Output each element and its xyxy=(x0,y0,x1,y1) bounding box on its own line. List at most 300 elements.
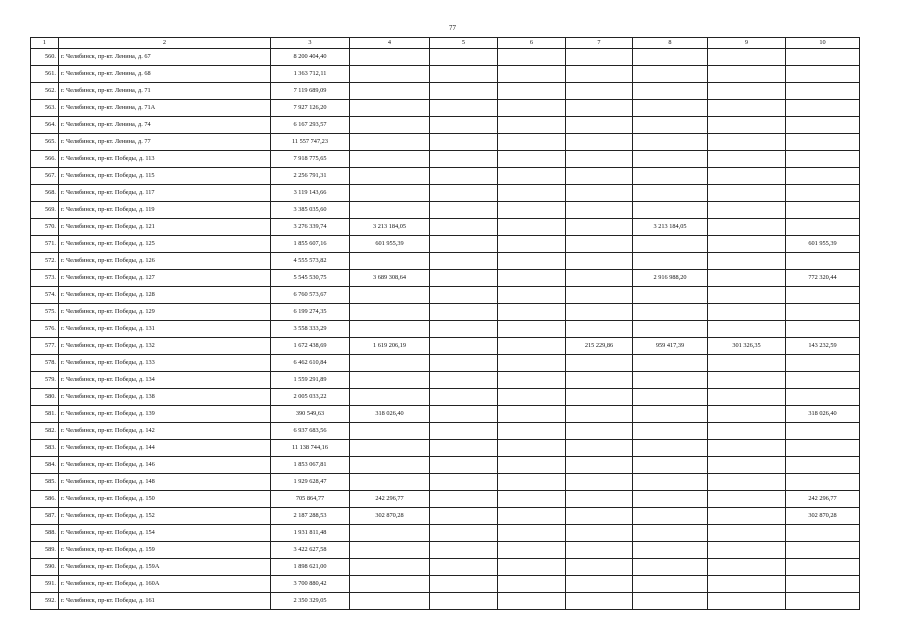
col-8-value-cell xyxy=(633,287,708,304)
col-4-value-cell xyxy=(350,117,430,134)
col-3-value-cell: 2 005 033,22 xyxy=(271,389,350,406)
col-3-value-cell: 1 855 607,16 xyxy=(271,236,350,253)
col-4-value-cell: 242 296,77 xyxy=(350,491,430,508)
row-number-cell: 573. xyxy=(31,270,59,287)
address-cell: г. Челябинск, пр-кт. Победы, д. 154 xyxy=(59,525,271,542)
col-10-value-cell: 601 955,39 xyxy=(786,236,860,253)
col-4-value-cell xyxy=(350,151,430,168)
col-7-value-cell xyxy=(566,49,633,66)
col-7-value-cell: 215 229,86 xyxy=(566,338,633,355)
col-8-value-cell: 2 916 988,20 xyxy=(633,270,708,287)
row-number-cell: 585. xyxy=(31,474,59,491)
col-8-value-cell xyxy=(633,236,708,253)
address-cell: г. Челябинск, пр-кт. Победы, д. 142 xyxy=(59,423,271,440)
col-6-value-cell xyxy=(498,321,566,338)
col-10-value-cell xyxy=(786,100,860,117)
col-8-value-cell xyxy=(633,593,708,610)
table-row xyxy=(31,457,860,474)
col-4-value-cell xyxy=(350,321,430,338)
address-cell: г. Челябинск, пр-кт. Победы, д. 148 xyxy=(59,474,271,491)
col-9-value-cell xyxy=(708,304,786,321)
col-10-value-cell xyxy=(786,440,860,457)
col-9-value-cell xyxy=(708,593,786,610)
col-9-value-cell xyxy=(708,134,786,151)
col-5-value-cell xyxy=(430,287,498,304)
address-cell: г. Челябинск, пр-кт. Победы, д. 113 xyxy=(59,151,271,168)
col-3-value-cell: 2 350 329,05 xyxy=(271,593,350,610)
col-7-value-cell xyxy=(566,576,633,593)
col-4-value-cell xyxy=(350,525,430,542)
col-10-value-cell: 143 232,59 xyxy=(786,338,860,355)
col-9-value-cell: 301 326,35 xyxy=(708,338,786,355)
col-8-value-cell xyxy=(633,117,708,134)
col-9-value-cell xyxy=(708,355,786,372)
col-10-value-cell xyxy=(786,49,860,66)
row-number-cell: 564. xyxy=(31,117,59,134)
table-row xyxy=(31,423,860,440)
col-3-value-cell: 1 929 628,47 xyxy=(271,474,350,491)
col-3-value-cell: 7 119 689,09 xyxy=(271,83,350,100)
col-9-value-cell xyxy=(708,474,786,491)
col-9-value-cell xyxy=(708,559,786,576)
col-10-value-cell: 318 026,40 xyxy=(786,406,860,423)
col-8-value-cell xyxy=(633,83,708,100)
table-row xyxy=(31,287,860,304)
row-number-cell: 570. xyxy=(31,219,59,236)
col-8-value-cell xyxy=(633,457,708,474)
address-cell: г. Челябинск, пр-кт. Победы, д. 159А xyxy=(59,559,271,576)
col-10-value-cell xyxy=(786,151,860,168)
col-5-value-cell xyxy=(430,372,498,389)
col-7-value-cell xyxy=(566,457,633,474)
col-10-value-cell: 302 870,28 xyxy=(786,508,860,525)
col-9-value-cell xyxy=(708,185,786,202)
row-number-cell: 579. xyxy=(31,372,59,389)
col-10-value-cell xyxy=(786,253,860,270)
col-6-value-cell xyxy=(498,389,566,406)
col-6-value-cell xyxy=(498,134,566,151)
col-9-value-cell xyxy=(708,66,786,83)
col-8-value-cell xyxy=(633,100,708,117)
row-number-cell: 577. xyxy=(31,338,59,355)
table-row xyxy=(31,406,860,423)
col-9-value-cell xyxy=(708,219,786,236)
row-number-cell: 582. xyxy=(31,423,59,440)
col-7-value-cell xyxy=(566,236,633,253)
col-4-value-cell xyxy=(350,423,430,440)
col-10-value-cell: 242 296,77 xyxy=(786,491,860,508)
col-4-value-cell xyxy=(350,593,430,610)
col-8-value-cell xyxy=(633,66,708,83)
table-row xyxy=(31,355,860,372)
col-6-value-cell xyxy=(498,338,566,355)
col-5-value-cell xyxy=(430,440,498,457)
table-row xyxy=(31,440,860,457)
address-cell: г. Челябинск, пр-кт. Ленина, д. 67 xyxy=(59,49,271,66)
col-6-value-cell xyxy=(498,372,566,389)
col-8-value-cell: 959 417,39 xyxy=(633,338,708,355)
table-row xyxy=(31,389,860,406)
row-number-cell: 565. xyxy=(31,134,59,151)
col-5-value-cell xyxy=(430,100,498,117)
col-6-value-cell xyxy=(498,49,566,66)
row-number-cell: 578. xyxy=(31,355,59,372)
address-cell: г. Челябинск, пр-кт. Победы, д. 131 xyxy=(59,321,271,338)
col-6-value-cell xyxy=(498,219,566,236)
col-4-value-cell xyxy=(350,185,430,202)
col-4-value-cell xyxy=(350,542,430,559)
col-10-value-cell xyxy=(786,423,860,440)
column-header-10: 10 xyxy=(786,38,860,49)
col-6-value-cell xyxy=(498,440,566,457)
col-4-value-cell xyxy=(350,576,430,593)
col-5-value-cell xyxy=(430,304,498,321)
col-8-value-cell xyxy=(633,49,708,66)
col-7-value-cell xyxy=(566,593,633,610)
row-number-cell: 588. xyxy=(31,525,59,542)
row-number-cell: 592. xyxy=(31,593,59,610)
col-9-value-cell xyxy=(708,372,786,389)
col-6-value-cell xyxy=(498,576,566,593)
col-7-value-cell xyxy=(566,117,633,134)
col-4-value-cell: 1 619 206,19 xyxy=(350,338,430,355)
col-9-value-cell xyxy=(708,406,786,423)
table-row xyxy=(31,559,860,576)
col-9-value-cell xyxy=(708,117,786,134)
col-3-value-cell: 4 555 573,82 xyxy=(271,253,350,270)
col-4-value-cell xyxy=(350,253,430,270)
col-7-value-cell xyxy=(566,202,633,219)
col-6-value-cell xyxy=(498,270,566,287)
row-number-cell: 568. xyxy=(31,185,59,202)
row-number-cell: 591. xyxy=(31,576,59,593)
address-cell: г. Челябинск, пр-кт. Победы, д. 128 xyxy=(59,287,271,304)
col-3-value-cell: 1 853 067,81 xyxy=(271,457,350,474)
col-3-value-cell: 6 167 293,57 xyxy=(271,117,350,134)
col-10-value-cell xyxy=(786,559,860,576)
col-9-value-cell xyxy=(708,321,786,338)
table-row xyxy=(31,474,860,491)
col-5-value-cell xyxy=(430,457,498,474)
col-9-value-cell xyxy=(708,253,786,270)
col-5-value-cell xyxy=(430,525,498,542)
col-6-value-cell xyxy=(498,406,566,423)
col-8-value-cell xyxy=(633,491,708,508)
col-9-value-cell xyxy=(708,576,786,593)
col-8-value-cell xyxy=(633,525,708,542)
table-row xyxy=(31,151,860,168)
col-8-value-cell xyxy=(633,321,708,338)
col-8-value-cell xyxy=(633,304,708,321)
col-8-value-cell xyxy=(633,542,708,559)
col-3-value-cell: 6 462 610,84 xyxy=(271,355,350,372)
address-cell: г. Челябинск, пр-кт. Ленина, д. 77 xyxy=(59,134,271,151)
col-8-value-cell xyxy=(633,168,708,185)
col-5-value-cell xyxy=(430,423,498,440)
col-3-value-cell: 705 864,77 xyxy=(271,491,350,508)
col-4-value-cell: 601 955,39 xyxy=(350,236,430,253)
col-4-value-cell xyxy=(350,372,430,389)
col-6-value-cell xyxy=(498,236,566,253)
address-cell: г. Челябинск, пр-кт. Победы, д. 119 xyxy=(59,202,271,219)
col-5-value-cell xyxy=(430,270,498,287)
col-5-value-cell xyxy=(430,355,498,372)
table-row xyxy=(31,576,860,593)
col-3-value-cell: 8 200 404,40 xyxy=(271,49,350,66)
col-4-value-cell xyxy=(350,474,430,491)
col-9-value-cell xyxy=(708,542,786,559)
col-9-value-cell xyxy=(708,270,786,287)
col-10-value-cell xyxy=(786,168,860,185)
col-4-value-cell xyxy=(350,202,430,219)
col-3-value-cell: 1 672 438,69 xyxy=(271,338,350,355)
col-8-value-cell xyxy=(633,372,708,389)
col-6-value-cell xyxy=(498,202,566,219)
col-9-value-cell xyxy=(708,491,786,508)
column-header-3: 3 xyxy=(271,38,350,49)
col-4-value-cell xyxy=(350,287,430,304)
col-8-value-cell xyxy=(633,389,708,406)
table-row xyxy=(31,236,860,253)
row-number-cell: 562. xyxy=(31,83,59,100)
col-3-value-cell: 1 363 712,11 xyxy=(271,66,350,83)
col-6-value-cell xyxy=(498,525,566,542)
col-8-value-cell xyxy=(633,406,708,423)
col-5-value-cell xyxy=(430,406,498,423)
col-6-value-cell xyxy=(498,253,566,270)
col-9-value-cell xyxy=(708,168,786,185)
col-8-value-cell xyxy=(633,508,708,525)
row-number-cell: 575. xyxy=(31,304,59,321)
address-cell: г. Челябинск, пр-кт. Победы, д. 152 xyxy=(59,508,271,525)
col-5-value-cell xyxy=(430,66,498,83)
col-7-value-cell xyxy=(566,355,633,372)
address-cell: г. Челябинск, пр-кт. Победы, д. 150 xyxy=(59,491,271,508)
col-7-value-cell xyxy=(566,508,633,525)
column-header-6: 6 xyxy=(498,38,566,49)
col-9-value-cell xyxy=(708,236,786,253)
col-4-value-cell xyxy=(350,49,430,66)
col-7-value-cell xyxy=(566,100,633,117)
col-7-value-cell xyxy=(566,151,633,168)
col-7-value-cell xyxy=(566,83,633,100)
col-7-value-cell xyxy=(566,474,633,491)
address-cell: г. Челябинск, пр-кт. Ленина, д. 68 xyxy=(59,66,271,83)
col-5-value-cell xyxy=(430,474,498,491)
row-number-cell: 574. xyxy=(31,287,59,304)
table-row xyxy=(31,49,860,66)
col-7-value-cell xyxy=(566,406,633,423)
table-row xyxy=(31,270,860,287)
col-10-value-cell xyxy=(786,287,860,304)
col-7-value-cell xyxy=(566,440,633,457)
col-5-value-cell xyxy=(430,321,498,338)
col-7-value-cell xyxy=(566,321,633,338)
col-10-value-cell xyxy=(786,576,860,593)
col-5-value-cell xyxy=(430,202,498,219)
address-cell: г. Челябинск, пр-кт. Победы, д. 121 xyxy=(59,219,271,236)
col-8-value-cell xyxy=(633,576,708,593)
col-10-value-cell xyxy=(786,117,860,134)
col-7-value-cell xyxy=(566,66,633,83)
table-row xyxy=(31,304,860,321)
col-6-value-cell xyxy=(498,66,566,83)
col-3-value-cell: 7 927 126,20 xyxy=(271,100,350,117)
col-8-value-cell xyxy=(633,253,708,270)
column-header-8: 8 xyxy=(633,38,708,49)
row-number-cell: 584. xyxy=(31,457,59,474)
row-number-cell: 563. xyxy=(31,100,59,117)
address-cell: г. Челябинск, пр-кт. Победы, д. 134 xyxy=(59,372,271,389)
col-9-value-cell xyxy=(708,423,786,440)
col-4-value-cell xyxy=(350,440,430,457)
col-6-value-cell xyxy=(498,593,566,610)
row-number-cell: 571. xyxy=(31,236,59,253)
col-3-value-cell: 3 119 143,66 xyxy=(271,185,350,202)
col-9-value-cell xyxy=(708,389,786,406)
col-10-value-cell xyxy=(786,134,860,151)
col-9-value-cell xyxy=(708,151,786,168)
col-7-value-cell xyxy=(566,491,633,508)
address-cell: г. Челябинск, пр-кт. Ленина, д. 71А xyxy=(59,100,271,117)
table-row xyxy=(31,117,860,134)
col-5-value-cell xyxy=(430,117,498,134)
col-4-value-cell xyxy=(350,355,430,372)
col-7-value-cell xyxy=(566,219,633,236)
col-7-value-cell xyxy=(566,287,633,304)
col-3-value-cell: 6 760 573,67 xyxy=(271,287,350,304)
col-5-value-cell xyxy=(430,168,498,185)
col-3-value-cell: 1 931 811,48 xyxy=(271,525,350,542)
col-9-value-cell xyxy=(708,287,786,304)
col-8-value-cell xyxy=(633,151,708,168)
col-6-value-cell xyxy=(498,185,566,202)
table-row xyxy=(31,185,860,202)
col-6-value-cell xyxy=(498,117,566,134)
col-4-value-cell: 318 026,40 xyxy=(350,406,430,423)
col-6-value-cell xyxy=(498,457,566,474)
column-header-5: 5 xyxy=(430,38,498,49)
col-5-value-cell xyxy=(430,593,498,610)
col-3-value-cell: 5 545 530,75 xyxy=(271,270,350,287)
table-row xyxy=(31,372,860,389)
row-number-cell: 576. xyxy=(31,321,59,338)
col-7-value-cell xyxy=(566,185,633,202)
address-cell: г. Челябинск, пр-кт. Победы, д. 160А xyxy=(59,576,271,593)
row-number-cell: 580. xyxy=(31,389,59,406)
col-8-value-cell xyxy=(633,185,708,202)
col-7-value-cell xyxy=(566,389,633,406)
col-6-value-cell xyxy=(498,508,566,525)
table-row xyxy=(31,253,860,270)
col-5-value-cell xyxy=(430,338,498,355)
col-6-value-cell xyxy=(498,304,566,321)
column-header-1: 1 xyxy=(31,38,59,49)
address-cell: г. Челябинск, пр-кт. Ленина, д. 71 xyxy=(59,83,271,100)
col-7-value-cell xyxy=(566,423,633,440)
address-cell: г. Челябинск, пр-кт. Победы, д. 115 xyxy=(59,168,271,185)
table-row xyxy=(31,593,860,610)
col-5-value-cell xyxy=(430,236,498,253)
col-3-value-cell: 3 276 339,74 xyxy=(271,219,350,236)
row-number-cell: 567. xyxy=(31,168,59,185)
col-8-value-cell xyxy=(633,134,708,151)
column-header-9: 9 xyxy=(708,38,786,49)
col-8-value-cell xyxy=(633,474,708,491)
row-number-cell: 569. xyxy=(31,202,59,219)
col-3-value-cell: 2 187 288,53 xyxy=(271,508,350,525)
col-10-value-cell xyxy=(786,321,860,338)
col-3-value-cell: 390 549,63 xyxy=(271,406,350,423)
table-row xyxy=(31,338,860,355)
col-3-value-cell: 3 558 333,29 xyxy=(271,321,350,338)
col-6-value-cell xyxy=(498,100,566,117)
address-cell: г. Челябинск, пр-кт. Победы, д. 159 xyxy=(59,542,271,559)
col-5-value-cell xyxy=(430,49,498,66)
col-5-value-cell xyxy=(430,253,498,270)
col-9-value-cell xyxy=(708,83,786,100)
address-cell: г. Челябинск, пр-кт. Победы, д. 138 xyxy=(59,389,271,406)
col-10-value-cell xyxy=(786,66,860,83)
column-header-7: 7 xyxy=(566,38,633,49)
col-5-value-cell xyxy=(430,491,498,508)
col-4-value-cell xyxy=(350,559,430,576)
col-9-value-cell xyxy=(708,440,786,457)
col-10-value-cell xyxy=(786,185,860,202)
table-header-row xyxy=(31,38,860,49)
col-4-value-cell xyxy=(350,83,430,100)
col-8-value-cell xyxy=(633,355,708,372)
row-number-cell: 561. xyxy=(31,66,59,83)
col-4-value-cell xyxy=(350,457,430,474)
col-7-value-cell xyxy=(566,559,633,576)
col-5-value-cell xyxy=(430,542,498,559)
col-6-value-cell xyxy=(498,559,566,576)
col-10-value-cell xyxy=(786,202,860,219)
row-number-cell: 560. xyxy=(31,49,59,66)
address-cell: г. Челябинск, пр-кт. Ленина, д. 74 xyxy=(59,117,271,134)
col-6-value-cell xyxy=(498,83,566,100)
table-row xyxy=(31,134,860,151)
col-4-value-cell: 302 870,28 xyxy=(350,508,430,525)
row-number-cell: 572. xyxy=(31,253,59,270)
data-table xyxy=(30,37,860,610)
address-cell: г. Челябинск, пр-кт. Победы, д. 127 xyxy=(59,270,271,287)
col-7-value-cell xyxy=(566,168,633,185)
row-number-cell: 583. xyxy=(31,440,59,457)
col-3-value-cell: 3 385 035,60 xyxy=(271,202,350,219)
col-10-value-cell xyxy=(786,525,860,542)
col-4-value-cell: 3 689 308,64 xyxy=(350,270,430,287)
table-row xyxy=(31,168,860,185)
address-cell: г. Челябинск, пр-кт. Победы, д. 144 xyxy=(59,440,271,457)
col-10-value-cell xyxy=(786,219,860,236)
address-cell: г. Челябинск, пр-кт. Победы, д. 139 xyxy=(59,406,271,423)
column-header-2: 2 xyxy=(59,38,271,49)
col-3-value-cell: 1 559 291,89 xyxy=(271,372,350,389)
col-3-value-cell: 11 138 744,16 xyxy=(271,440,350,457)
col-6-value-cell xyxy=(498,168,566,185)
col-6-value-cell xyxy=(498,355,566,372)
row-number-cell: 587. xyxy=(31,508,59,525)
col-4-value-cell: 3 213 184,05 xyxy=(350,219,430,236)
col-10-value-cell xyxy=(786,542,860,559)
col-5-value-cell xyxy=(430,508,498,525)
address-cell: г. Челябинск, пр-кт. Победы, д. 161 xyxy=(59,593,271,610)
address-cell: г. Челябинск, пр-кт. Победы, д. 117 xyxy=(59,185,271,202)
address-cell: г. Челябинск, пр-кт. Победы, д. 132 xyxy=(59,338,271,355)
col-10-value-cell xyxy=(786,474,860,491)
